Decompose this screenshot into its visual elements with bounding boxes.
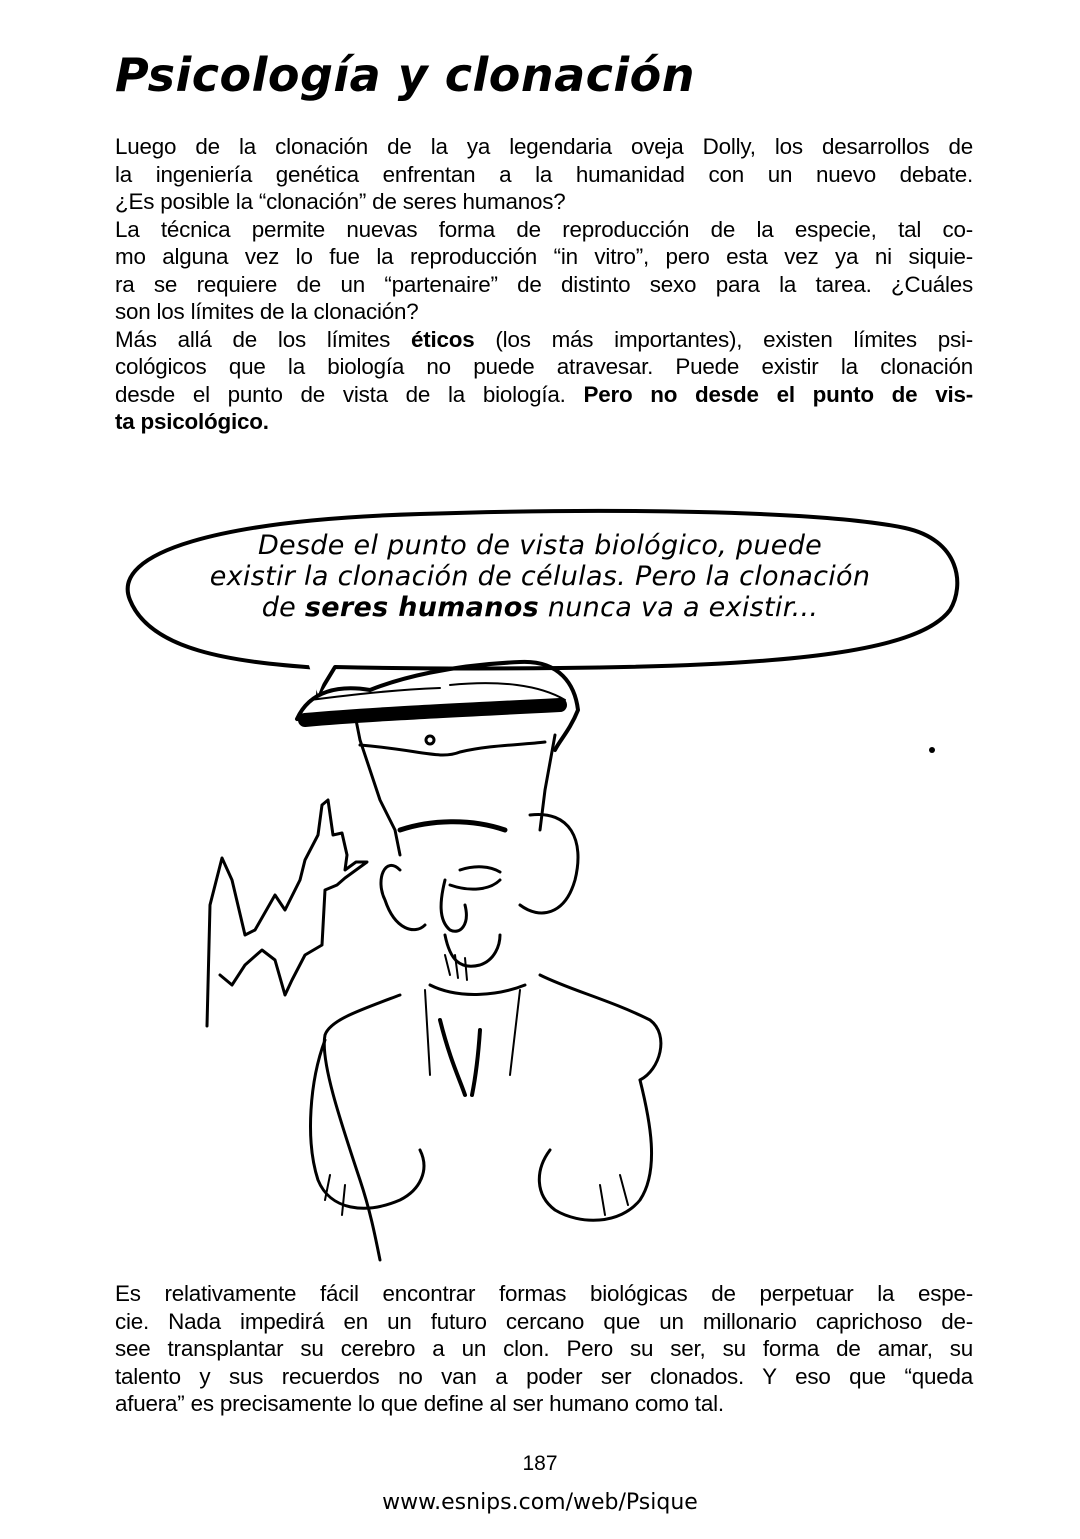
- bubble-line: Desde el punto de vista biológico, puede: [257, 530, 823, 561]
- emphasis-human-beings: seres humanos: [304, 592, 539, 623]
- emphasis-ethics: éticos: [411, 326, 475, 352]
- text-span: de: [261, 592, 305, 623]
- text-span: desde el punto de vista de la biología.: [115, 381, 584, 407]
- text-line: ra se requiere de un “partenaire” de distinto sexo para la tarea. ¿Cuáles: [115, 271, 973, 297]
- text-line: cológicos que la biología no puede atravesar. Puede existir la clonación: [115, 354, 973, 379]
- right-ear: [520, 814, 578, 913]
- text-line: ¿Es posible la “clonación” de seres humanos?: [115, 189, 566, 214]
- text-line: [115, 381, 973, 409]
- emphasis-psychological: ta psicológico.: [115, 409, 269, 434]
- intro-text: [115, 133, 973, 436]
- page-number: 187: [522, 1452, 558, 1475]
- text-line: Es relativamente fácil encontrar formas biológicas de perpetuar la espe-: [115, 1281, 973, 1306]
- right-hand: [539, 1080, 651, 1220]
- closing-text: [115, 1280, 973, 1418]
- text-line: cie. Nada impedirá en un futuro cercano que un millonario caprichoso de-: [115, 1308, 973, 1334]
- bubble-line: [140, 592, 940, 623]
- head: [355, 715, 400, 855]
- ink-speck: [929, 747, 935, 753]
- left-ear: [381, 865, 425, 929]
- text-span: nunca va a existir...: [538, 592, 819, 623]
- bubble-line: existir la clonación de células. Pero la clonación: [209, 561, 871, 592]
- caricature-illustration: [190, 640, 970, 1270]
- emphasis-psychological: Pero no desde el punto de vis-: [583, 381, 973, 407]
- text-line: la ingeniería genética enfrentan a la humanidad con un nuevo debate.: [115, 161, 973, 187]
- text-line: see transplantar su cerebro a un clon. Pero su ser, su forma de amar, su: [115, 1336, 973, 1361]
- body: [324, 995, 400, 1260]
- text-line: son los límites de la clonación?: [115, 299, 419, 324]
- text-span: (los más importantes), existen límites psi-: [474, 326, 973, 352]
- text-line: mo alguna vez lo fue la reproducción “in vitro”, pero esta vez ya ni siquie-: [115, 244, 973, 269]
- text-line: afuera” es precisamente lo que define al ser humano como tal.: [115, 1391, 724, 1416]
- text-line: [115, 326, 973, 354]
- page-title: Psicología y clonación: [115, 48, 696, 102]
- text-line: [115, 408, 973, 436]
- jagged-shape: [207, 800, 367, 1026]
- text-line: talento y sus recuerdos no van a poder ser clonados. Y eso que “queda: [115, 1363, 973, 1389]
- speech-bubble-text: [140, 530, 940, 623]
- text-span: Más allá de los límites: [115, 326, 412, 352]
- text-line: Luego de la clonación de la ya legendaria oveja Dolly, los desarrollos de: [115, 134, 973, 159]
- footer-url: www.esnips.com/web/Psique: [382, 1490, 698, 1515]
- text-line: La técnica permite nuevas forma de reproducción de la especie, tal co-: [115, 216, 973, 242]
